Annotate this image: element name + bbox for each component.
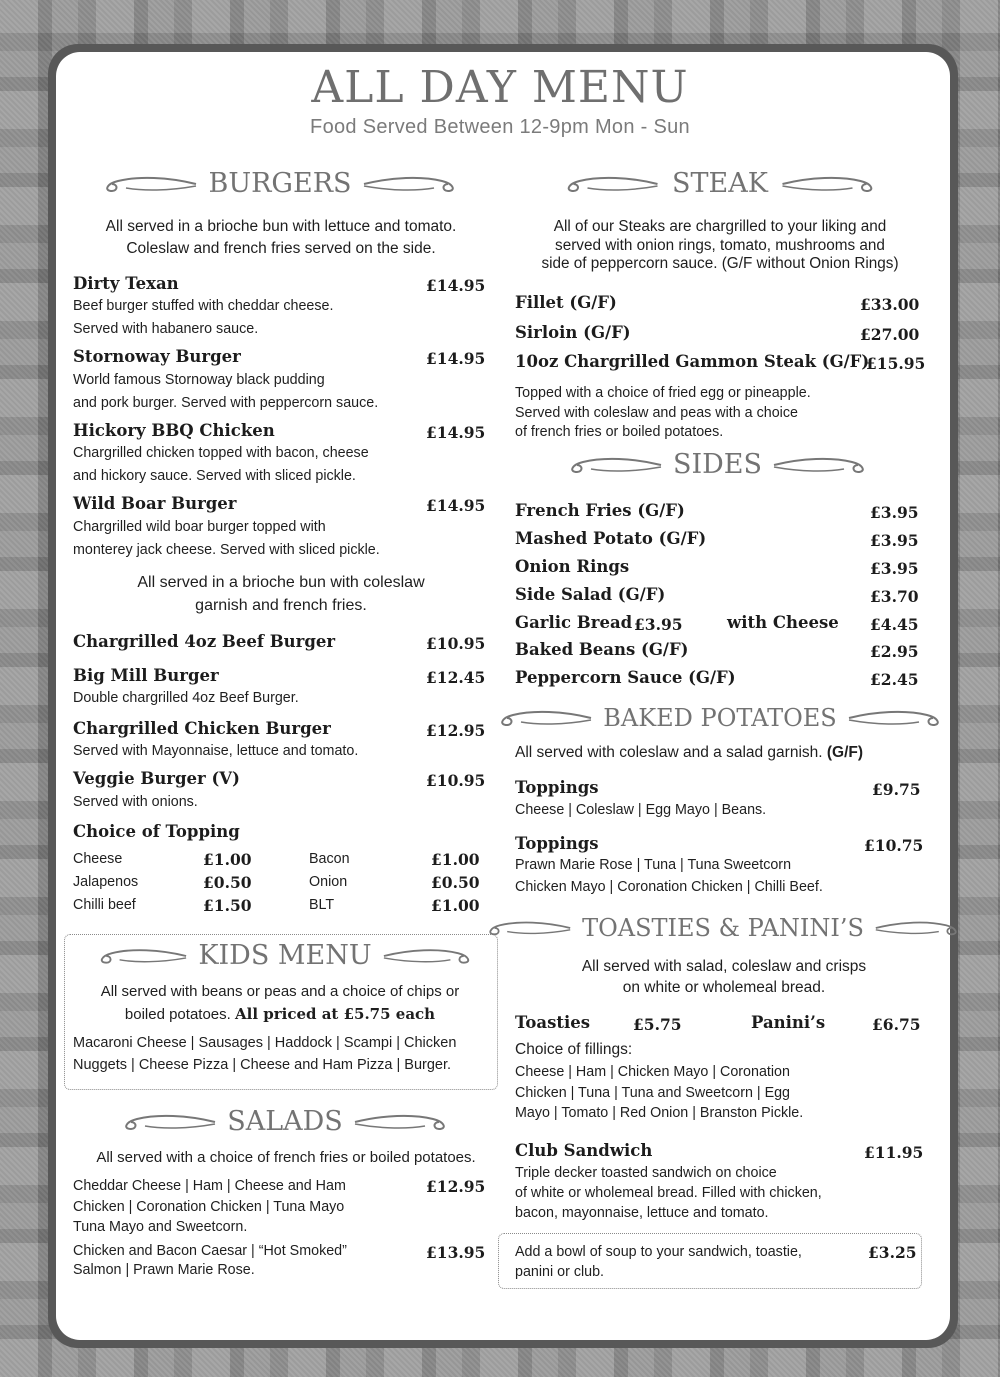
desc-line: of french fries or boiled potatoes.	[515, 424, 724, 440]
flourish-right-icon	[847, 707, 947, 729]
menu-item-price: £14.95	[426, 496, 486, 515]
desc-line: Triple decker toasted sandwich on choice	[515, 1165, 777, 1181]
baked-item-price: £10.75	[864, 836, 924, 855]
topping-name: Chilli beef	[73, 897, 136, 913]
kids-items-line: Nuggets | Cheese Pizza | Cheese and Ham Pizza | Burger.	[73, 1057, 452, 1073]
soup-addon-text	[515, 1242, 802, 1282]
desc-line: Chicken | Tuna | Tuna and Sweetcorn | Egg	[515, 1084, 791, 1101]
section-heading-steak	[555, 168, 885, 199]
burgers-intro	[66, 216, 496, 260]
section-heading-sides	[565, 449, 870, 480]
desc-line: and hickory sauce. Served with sliced pickle.	[73, 468, 356, 484]
menu-item-name: Fillet (G/F)	[515, 293, 617, 312]
steak-note	[515, 384, 811, 443]
sides-heading: SIDES	[673, 449, 763, 480]
side-item-name: with Cheese	[727, 613, 839, 632]
menu-item-name: Hickory BBQ Chicken	[73, 421, 275, 440]
topping-heading: Choice of Topping	[73, 822, 240, 841]
flourish-right-icon	[778, 173, 883, 195]
club-sandwich-name: Club Sandwich	[515, 1141, 653, 1160]
flourish-right-icon	[382, 945, 477, 967]
desc-line: Cheese | Ham | Chicken Mayo | Coronation	[515, 1064, 790, 1080]
side-item-price: £3.95	[870, 559, 919, 578]
desc-line: Tuna Mayo and Sweetcorn.	[73, 1219, 248, 1235]
intro-line: All served with beans or peas and a choice of chips or	[100, 983, 460, 1000]
desc-line: Chicken and Bacon Caesar | “Hot Smoked”	[73, 1243, 347, 1259]
intro-line: side of peppercorn sauce. (G/F without Onion Rings)	[541, 255, 899, 272]
menu-item-price: £10.95	[426, 634, 486, 653]
desc-line: Chargrilled wild boar burger topped with	[73, 519, 326, 535]
side-item-name: Side Salad (G/F)	[515, 585, 666, 604]
baked-item-name: Toppings	[515, 778, 599, 797]
burgers-heading: BURGERS	[208, 168, 352, 199]
baked-item-price: £9.75	[872, 780, 921, 799]
intro-line: All served with salad, coleslaw and crisps	[581, 958, 867, 975]
soup-addon-price: £3.25	[868, 1243, 917, 1262]
club-sandwich-desc	[515, 1163, 822, 1223]
topping-price: £1.00	[203, 850, 252, 869]
toastie-price: £5.75	[633, 1015, 682, 1034]
menu-item-desc	[73, 369, 378, 415]
menu-item-price: £14.95	[426, 276, 486, 295]
side-item-name: Peppercorn Sauce (G/F)	[515, 668, 736, 687]
kids-intro	[70, 981, 490, 1026]
side-item-price: £4.45	[870, 615, 919, 634]
desc-line: Topped with a choice of fried egg or pineapple.	[515, 385, 811, 401]
salads-intro: All served with a choice of french fries or boiled potatoes.	[96, 1149, 476, 1166]
topping-price: £0.50	[431, 873, 480, 892]
flourish-right-icon	[353, 1111, 453, 1133]
burgers-intro-2	[66, 571, 496, 617]
flourish-left-icon	[98, 173, 198, 195]
menu-item-name: 10oz Chargrilled Gammon Steak (G/F)	[515, 352, 870, 371]
intro-line: All of our Steaks are chargrilled to your liking and	[553, 218, 887, 235]
side-item-price: £2.95	[870, 642, 919, 661]
toasties-heading: TOASTIES & PANINI’S	[582, 914, 864, 942]
topping-name: Onion	[309, 874, 348, 890]
desc-line: and pork burger. Served with peppercorn sauce.	[73, 395, 379, 411]
topping-price: £0.50	[203, 873, 252, 892]
menu-item-price: £10.95	[426, 771, 486, 790]
topping-price: £1.50	[203, 896, 252, 915]
baked-item-name: Toppings	[515, 834, 599, 853]
kids-items	[73, 1032, 456, 1076]
desc-line: monterey jack cheese. Served with sliced pickle.	[73, 542, 380, 558]
menu-item-price: £33.00	[860, 295, 920, 314]
desc-line: Beef burger stuffed with cheddar cheese.	[73, 298, 334, 314]
menu-item-price: £15.95	[866, 354, 926, 373]
menu-item-name: Dirty Texan	[73, 274, 179, 293]
toasties-intro	[510, 956, 938, 998]
intro-text: boiled potatoes.	[124, 1006, 231, 1023]
salad-item-desc	[73, 1242, 347, 1279]
salad-item-price: £12.95	[426, 1177, 486, 1196]
intro-text: All served with coleslaw and a salad garnish.	[515, 744, 823, 761]
menu-item-desc	[73, 295, 333, 341]
intro-line	[70, 1003, 490, 1026]
gluten-free-tag: (G/F)	[826, 744, 864, 761]
desc-line: Prawn Marie Rose | Tuna | Tuna Sweetcorn	[515, 857, 792, 873]
menu-item-price: £14.95	[426, 349, 486, 368]
menu-item-name: Wild Boar Burger	[73, 494, 237, 513]
section-heading-toasties	[498, 914, 948, 942]
page-subtitle: Food Served Between 12-9pm Mon - Sun	[310, 116, 690, 138]
side-item-name: Onion Rings	[515, 557, 630, 576]
menu-item-name: Stornoway Burger	[73, 347, 241, 366]
menu-item-name: Chargrilled 4oz Beef Burger	[73, 632, 336, 651]
side-item-name: Mashed Potato (G/F)	[515, 529, 707, 548]
side-item-price: £3.70	[870, 587, 919, 606]
baked-item-desc: Cheese | Coleslaw | Egg Mayo | Beans.	[515, 802, 767, 818]
menu-item-desc	[73, 442, 369, 488]
desc-line: Mayo | Tomato | Red Onion | Branston Pickle.	[515, 1105, 804, 1121]
intro-line: All served in a brioche bun with coleslaw	[137, 574, 425, 591]
panini-label: Panini’s	[751, 1013, 826, 1032]
flourish-left-icon	[117, 1111, 217, 1133]
fillings-list	[515, 1062, 803, 1124]
menu-item-desc: Served with onions.	[73, 794, 198, 810]
menu-item-price: £12.45	[426, 668, 486, 687]
side-item-name: Baked Beans (G/F)	[515, 640, 689, 659]
desc-line: Served with coleslaw and peas with a choice	[515, 404, 798, 421]
intro-line: garnish and french fries.	[195, 597, 367, 614]
intro-line: on white or wholemeal bread.	[622, 979, 826, 996]
topping-name: Jalapenos	[73, 874, 139, 890]
flourish-left-icon	[563, 454, 663, 476]
menu-item-price: £14.95	[426, 423, 486, 442]
desc-line: World famous Stornoway black pudding	[73, 372, 325, 388]
salad-item-price: £13.95	[426, 1243, 486, 1262]
menu-item-price: £12.95	[426, 721, 486, 740]
menu-item-name: Sirloin (G/F)	[515, 323, 631, 342]
desc-line: Cheddar Cheese | Ham | Cheese and Ham	[73, 1178, 346, 1194]
desc-line: Chicken | Coronation Chicken | Tuna Mayo	[73, 1198, 345, 1215]
panini-price: £6.75	[872, 1015, 921, 1034]
side-item-name: French Fries (G/F)	[515, 501, 685, 520]
topping-name: BLT	[309, 897, 335, 913]
page-title: ALL DAY MENU	[311, 62, 689, 113]
menu-item-name: Big Mill Burger	[73, 666, 219, 685]
flourish-right-icon	[362, 173, 462, 195]
side-item-price: £3.95	[870, 503, 919, 522]
flourish-right-icon	[874, 917, 964, 939]
topping-name: Bacon	[309, 851, 350, 867]
menu-item-desc	[73, 516, 380, 562]
burgers-intro-line: All served in a brioche bun with lettuce and tomato.	[105, 218, 457, 235]
topping-price: £1.00	[431, 850, 480, 869]
club-sandwich-price: £11.95	[864, 1143, 924, 1162]
desc-line: of white or wholemeal bread. Filled with chicken,	[515, 1185, 822, 1201]
section-heading-burgers	[100, 168, 460, 199]
desc-line: Add a bowl of soup to your sandwich, toastie,	[515, 1244, 802, 1260]
flourish-left-icon	[493, 707, 593, 729]
baked-intro	[515, 744, 863, 762]
menu-item-price: £27.00	[860, 325, 920, 344]
desc-line: bacon, mayonnaise, lettuce and tomato.	[515, 1205, 769, 1221]
desc-line: panini or club.	[515, 1264, 605, 1280]
burgers-intro-line: Coleslaw and french fries served on the side.	[126, 240, 436, 257]
side-item-price: £2.45	[870, 670, 919, 689]
section-heading-kids	[100, 940, 470, 971]
salad-item-desc	[73, 1176, 346, 1238]
topping-name: Cheese	[73, 851, 123, 867]
side-item-name: Garlic Bread	[515, 613, 633, 632]
flourish-left-icon	[557, 173, 662, 195]
toastie-label: Toasties	[515, 1013, 591, 1032]
desc-line: Served with habanero sauce.	[73, 321, 259, 337]
menu-item-desc: Served with Mayonnaise, lettuce and tomato.	[73, 743, 359, 759]
baked-heading: BAKED POTATOES	[603, 704, 837, 732]
intro-line: served with onion rings, tomato, mushrooms and	[555, 236, 885, 254]
baked-item-desc	[515, 854, 823, 898]
side-item-price: £3.95	[870, 531, 919, 550]
steak-heading: STEAK	[672, 168, 768, 199]
topping-price: £1.00	[431, 896, 480, 915]
menu-item-name: Chargrilled Chicken Burger	[73, 719, 331, 738]
section-heading-salads	[110, 1106, 460, 1137]
flourish-right-icon	[772, 454, 872, 476]
section-heading-baked	[500, 704, 940, 732]
menu-item-name: Veggie Burger (V)	[73, 769, 240, 788]
fillings-heading: Choice of fillings:	[515, 1041, 633, 1058]
kids-heading: KIDS MENU	[198, 940, 372, 971]
desc-line: Salmon | Prawn Marie Rose.	[73, 1261, 255, 1278]
menu-item-desc: Double chargrilled 4oz Beef Burger.	[73, 690, 299, 706]
salads-heading: SALADS	[227, 1106, 343, 1137]
side-item-price: £3.95	[634, 615, 683, 634]
kids-items-line: Macaroni Cheese | Sausages | Haddock | Scampi | Chicken	[73, 1035, 457, 1051]
steak-intro	[508, 218, 932, 274]
flourish-left-icon	[93, 945, 188, 967]
flourish-left-icon	[482, 917, 572, 939]
desc-line: Chargrilled chicken topped with bacon, cheese	[73, 445, 369, 461]
kids-price-note: All priced at £5.75 each	[234, 1005, 436, 1023]
desc-line: Chicken Mayo | Coronation Chicken | Chilli Beef.	[515, 879, 823, 895]
